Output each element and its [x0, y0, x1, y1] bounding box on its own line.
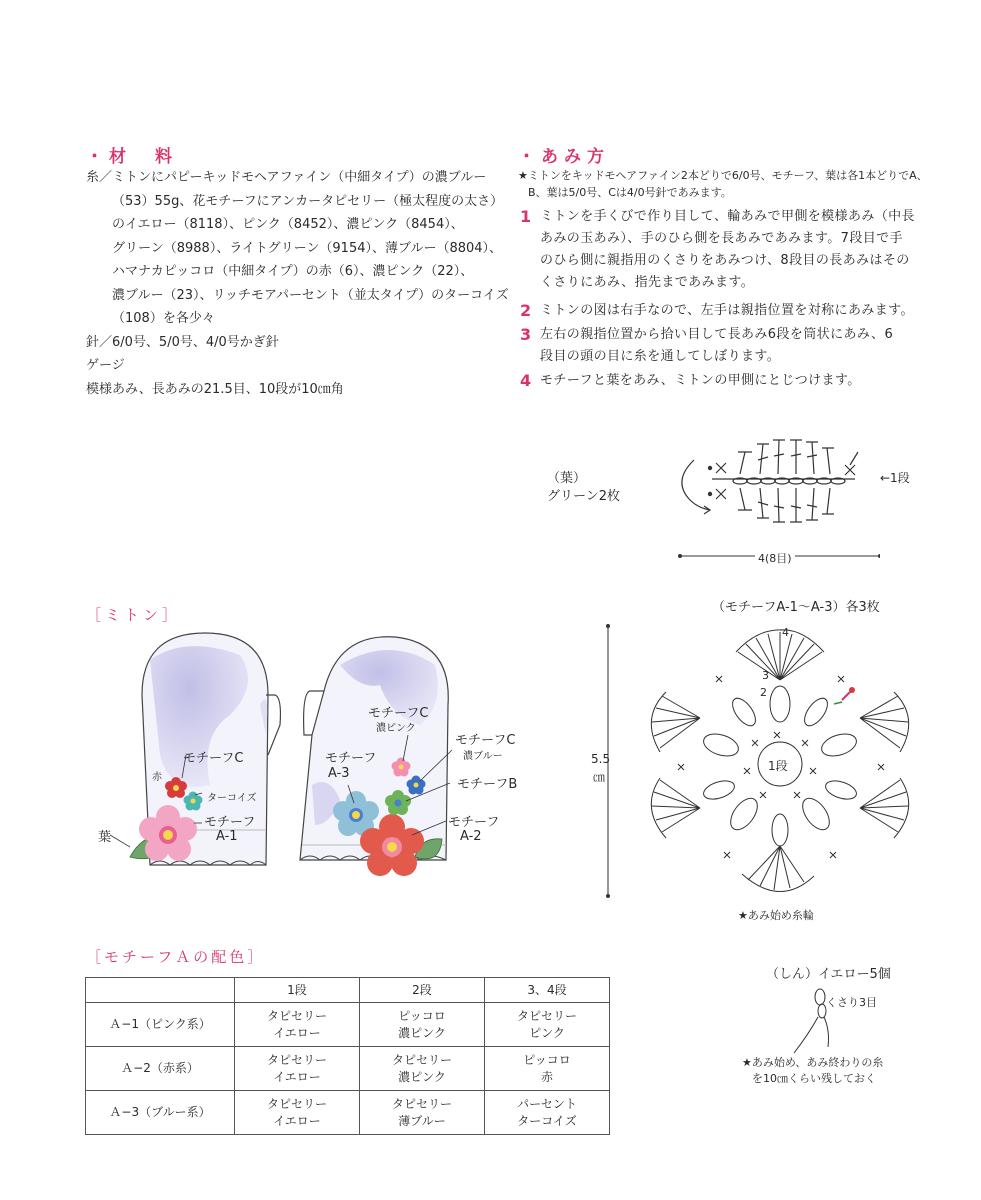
label-motif-a1-1: モチーフ — [204, 815, 256, 830]
method-step-1 — [520, 206, 970, 294]
table-cell — [235, 1091, 360, 1135]
label-koi-pink: 濃ピンク — [376, 723, 416, 734]
label-motif-a1-2: A-1 — [216, 829, 238, 844]
table-cell — [360, 1003, 485, 1047]
table-header-cell: 1段 — [235, 978, 360, 1003]
table-header-cell: 3、4段 — [485, 978, 610, 1003]
step-line: モチーフと葉をあみ、ミトンの甲側にとじつけます。 — [540, 373, 861, 388]
color-table-title: ［モチーフＡの配色］ — [86, 948, 266, 966]
cell-line: タピセリー — [391, 1052, 452, 1067]
label-motif-c-top: モチーフC — [368, 706, 429, 721]
cell-line: 濃ピンク — [398, 1025, 446, 1040]
cell-line: イエロー — [273, 1025, 321, 1040]
method-step-4 — [520, 370, 970, 392]
label-motif-c-left: モチーフC — [183, 751, 244, 766]
label-aka: 赤 — [152, 772, 162, 783]
label-koi-blue: 濃ブルー — [463, 751, 503, 762]
materials-line: （53）55g、花モチーフにアンカータピセリー（極太程度の太さ） — [112, 193, 504, 209]
cell-line: ピンク — [529, 1025, 565, 1040]
step-line: あみの玉あみ）、手のひら側を長あみであみます。7段目で手 — [540, 231, 903, 246]
color-table — [85, 977, 610, 1135]
cell-line: ターコイズ — [517, 1113, 577, 1128]
cell-line: タピセリー — [516, 1008, 577, 1023]
motif-row-1: 1段 — [768, 759, 788, 773]
method-steps — [520, 206, 960, 396]
materials-title: ・材 料 — [86, 147, 178, 167]
step-line: 段目の頭の目に糸を通してしぼります。 — [540, 349, 781, 364]
cell-line: タピセリー — [391, 1096, 452, 1111]
cell-line: ピッコロ — [398, 1008, 446, 1023]
method-step-3 — [520, 324, 970, 368]
table-cell — [485, 1047, 610, 1091]
materials-line: のイエロー（8118）、ピンク（8452）、濃ピンク（8454）、 — [112, 217, 464, 232]
core-note-2: を10㎝くらい残しておく — [752, 1072, 876, 1085]
table-row — [86, 1047, 610, 1091]
step-line: くさりにあみ、指先まであみます。 — [540, 275, 755, 290]
materials-line: グリーン（8988）、ライトグリーン（9154）、薄ブルー（8804）、 — [112, 240, 503, 256]
motif-chart-title: （モチーフA-1〜A-3）各3枚 — [712, 600, 880, 615]
cell-line: ピッコロ — [523, 1052, 571, 1067]
label-motif-a2-2: A-2 — [460, 829, 482, 844]
leaf-width-label: 4(8目) — [755, 550, 795, 566]
motif-size-unit: ㎝ — [593, 770, 606, 784]
cell-line: 薄ブルー — [398, 1113, 446, 1128]
step-number: 1 — [520, 207, 532, 226]
cell-line: イエロー — [273, 1113, 321, 1128]
cell-line: イエロー — [273, 1069, 321, 1084]
core-note-1: ★あみ始め、あみ終わりの糸 — [742, 1056, 884, 1069]
motif-row-2: 2 — [760, 686, 767, 699]
motif-row-4: 4 — [782, 626, 789, 639]
motif-size-value: 5.5 — [591, 752, 611, 766]
method-note-line: B、葉は5/0号、Cは4/0号針であみます。 — [528, 186, 732, 199]
materials-line: ハマナカピッコロ（中細タイプ）の赤（6）、濃ピンク（22）、 — [112, 264, 474, 279]
label-motif-a3-1: モチーフ — [325, 751, 377, 766]
cell-line: タピセリー — [266, 1008, 327, 1023]
label-motif-a2-1: モチーフ — [448, 815, 500, 830]
materials-line: （108）を各少々 — [112, 311, 215, 326]
leaf-count-label: グリーン2枚 — [547, 489, 621, 504]
method-note-line: ★ミトンをキッドモヘアファイン2本どりで6/0号、モチーフ、葉は各1本どりでA、 — [518, 169, 928, 182]
motif-row-3: 3 — [762, 669, 769, 682]
materials-line: 糸／ミトンにパピーキッドモヘアファイン（中細タイプ）の濃ブルー — [86, 170, 487, 185]
mitten-title: ［ミトン］ — [86, 606, 182, 624]
cell-line: パーセント — [517, 1096, 577, 1111]
table-cell — [360, 1091, 485, 1135]
table-header-cell — [86, 978, 235, 1003]
materials-line: ゲージ — [86, 358, 125, 373]
leaf-chart — [650, 430, 880, 570]
leaf-row-label: ←1段 — [880, 471, 910, 485]
table-row-name: Ａ−1（ピンク系） — [86, 1003, 235, 1047]
label-motif-c-right: モチーフC — [455, 733, 516, 748]
core-chain-label: くさり3目 — [826, 996, 877, 1009]
step-line: のひら側に親指用のくさりをあみつけ、8段目の長あみはその — [540, 253, 910, 268]
cell-line: タピセリー — [266, 1096, 327, 1111]
motif-start-note: ★あみ始め糸輪 — [738, 909, 814, 922]
table-cell — [235, 1047, 360, 1091]
table-header-cell: 2段 — [360, 978, 485, 1003]
leaf-label: （葉） — [547, 471, 587, 486]
table-row-name: Ａ−2（赤系） — [86, 1047, 235, 1091]
label-turquoise: ターコイズ — [207, 793, 257, 804]
step-number: 4 — [520, 371, 532, 390]
step-number: 2 — [520, 301, 532, 320]
materials-line: 針／6/0号、5/0号、4/0号かぎ針 — [86, 334, 279, 350]
core-title: （しん）イエロー5個 — [766, 967, 891, 982]
table-cell — [235, 1003, 360, 1047]
mitten-illustration — [90, 625, 510, 890]
table-header-row — [86, 978, 610, 1003]
label-ha: 葉 — [98, 830, 112, 845]
materials-line: 濃ブルー（23）、リッチモアパーセント（並太タイプ）のターコイズ — [112, 287, 509, 303]
label-motif-a3-2: A-3 — [328, 766, 350, 781]
step-line: 左右の親指位置から拾い目して長あみ6段を筒状にあみ、6 — [540, 327, 894, 342]
method-title: ・あみ方 — [518, 147, 610, 167]
table-row — [86, 1003, 610, 1047]
table-row-name: Ａ−3（ブルー系） — [86, 1091, 235, 1135]
method-step-2 — [520, 300, 970, 322]
table-cell — [485, 1091, 610, 1135]
cell-line: 赤 — [540, 1069, 553, 1084]
table-cell — [360, 1047, 485, 1091]
table-cell — [485, 1003, 610, 1047]
method-note — [518, 167, 928, 201]
materials-line: 模様あみ、長あみの21.5目、10段が10㎝角 — [86, 381, 344, 397]
label-motif-b: モチーフB — [457, 777, 518, 792]
cell-line: タピセリー — [266, 1052, 327, 1067]
materials-list — [86, 166, 509, 401]
table-row — [86, 1091, 610, 1135]
step-number: 3 — [520, 325, 532, 344]
cell-line: 濃ピンク — [398, 1069, 446, 1084]
step-line: ミトンを手くびで作り目して、輪あみで甲側を模様あみ（中長 — [540, 209, 915, 224]
step-line: ミトンの図は右手なので、左手は親指位置を対称にあみます。 — [540, 303, 914, 318]
